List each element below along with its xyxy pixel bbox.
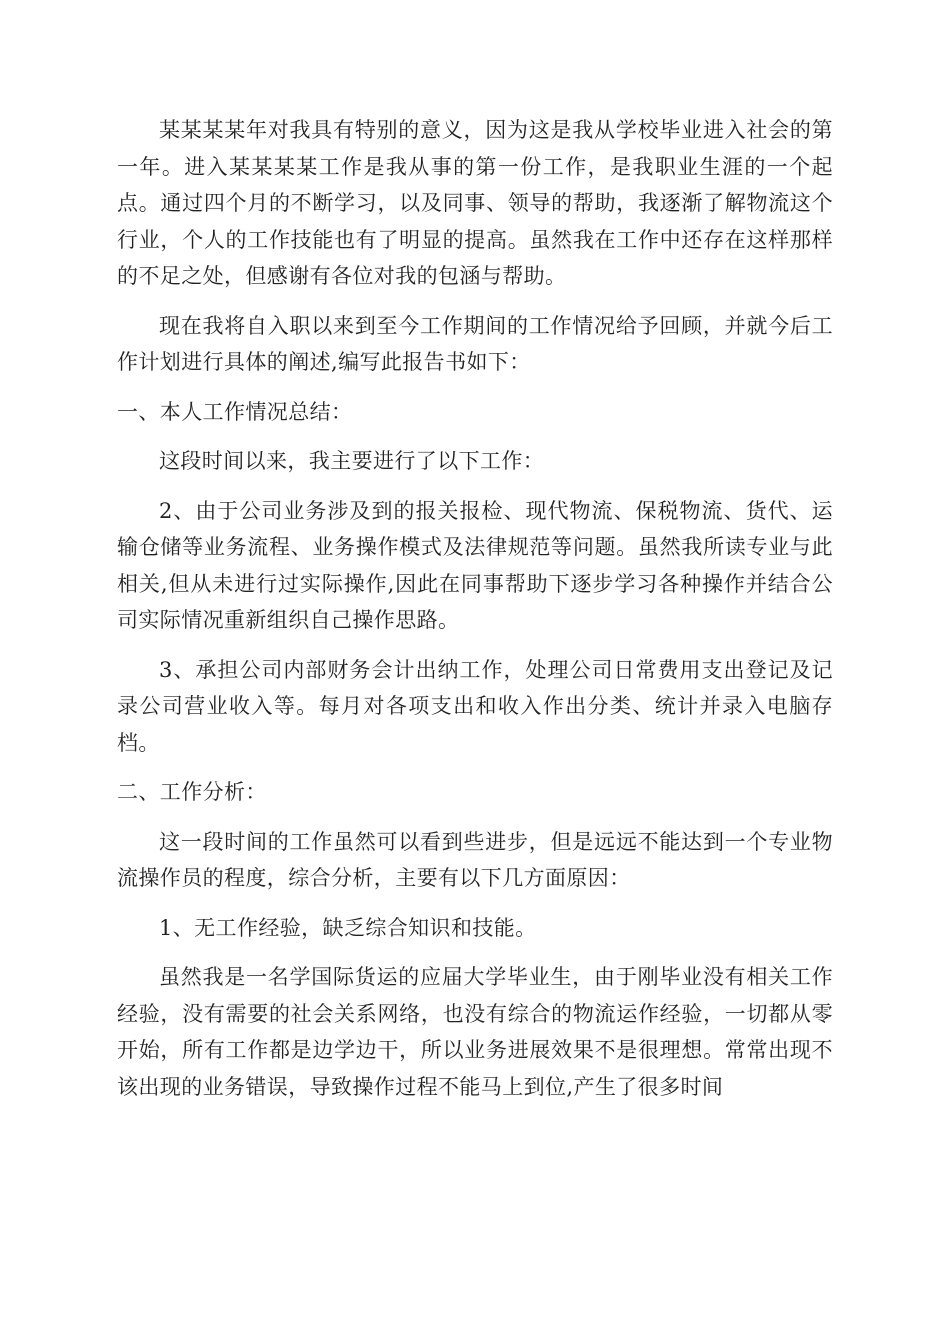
document-body	[117, 112, 833, 1118]
paragraph-analysis-lead: 这一段时间的工作虽然可以看到些进步，但是远远不能达到一个专业物流操作员的程度，综合分析，主要有以下几方面原因：	[117, 829, 833, 890]
paragraph-intro: 某某某某年对我具有特别的意义，因为这是我从学校毕业进入社会的第一年。进入某某某某工作是我从事的第一份工作，是我职业生涯的一个起点。通过四个月的不断学习，以及同事、领导的帮助，我逐渐了解物流这个行业，个人的工作技能也有了明显的提高。虽然我在工作中还存在这样那样的不足之处，但感谢有各位对我的包涵与帮助。	[117, 118, 833, 288]
paragraph-work-lead: 这段时间以来，我主要进行了以下工作：	[159, 449, 545, 473]
paragraph-analysis-item-1: 1、无工作经验，缺乏综合知识和技能。	[159, 915, 537, 940]
paragraph-item-2: 2、由于公司业务涉及到的报关报检、现代物流、保税物流、货代、运输仓储等业务流程、业务操作模式及法律规范等问题。虽然我所读专业与此相关,但从未进行过实际操作,因此在同事帮助下逐步学习各种操作并结合公司实际情况重新组织自己操作思路。	[117, 498, 833, 632]
paragraph-review-plan: 现在我将自入职以来到至今工作期间的工作情况给予回顾，并就今后工作计划进行具体的阐述,编写此报告书如下：	[117, 313, 833, 374]
paragraph-analysis-detail: 虽然我是一名学国际货运的应届大学毕业生，由于刚毕业没有相关工作经验，没有需要的社会关系网络，也没有综合的物流运作经验，一切都从零开始，所有工作都是边学边干，所以业务进展效果不是很理想。常常出现不该出现的业务错误，导致操作过程不能马上到位,产生了很多时间	[117, 965, 833, 1099]
section-heading-work-analysis: 二、工作分析：	[117, 780, 267, 804]
paragraph-item-3: 3、承担公司内部财务会计出纳工作，处理公司日常费用支出登记及记录公司营业收入等。每月对各项支出和收入作出分类、统计并录入电脑存档。	[117, 657, 833, 755]
section-heading-work-summary: 一、本人工作情况总结：	[117, 399, 353, 424]
